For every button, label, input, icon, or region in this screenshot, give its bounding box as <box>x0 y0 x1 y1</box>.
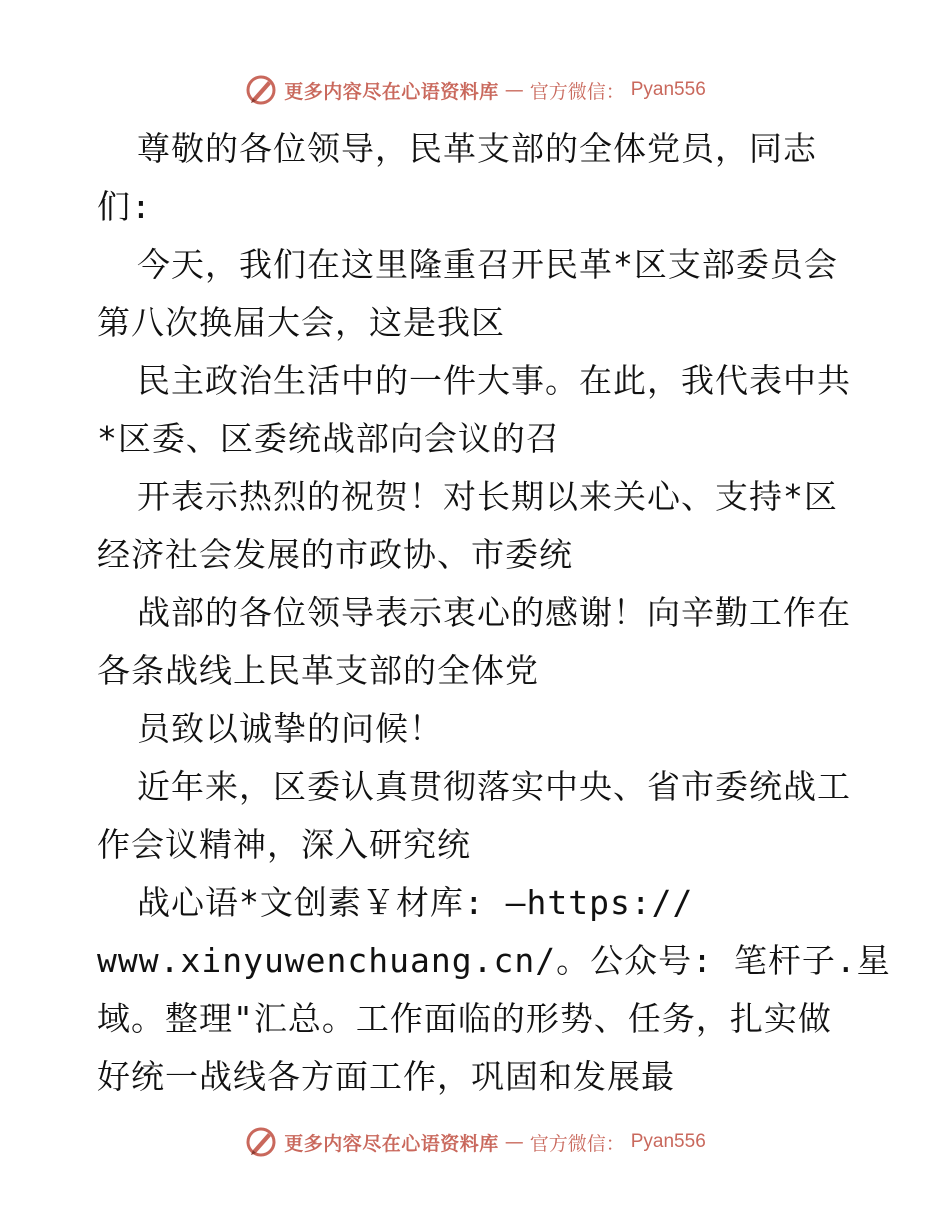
watermark-wechat-id: Pyan556 <box>630 79 706 100</box>
body-line: www.xinyuwenchuang.cn/。公众号: 笔杆子.星 <box>97 941 891 980</box>
body-line: 域。整理"汇总。工作面临的形势、任务，扎实做 <box>97 999 832 1038</box>
watermark-brand-text: 更多内容尽在心语资料库 <box>284 80 499 103</box>
body-line: 作会议精神，深入研究统 <box>97 825 471 864</box>
document-body <box>97 120 891 1106</box>
body-line: 尊敬的各位领导，民革支部的全体党员，同志 <box>137 129 817 168</box>
body-line: 好统一战线各方面工作，巩固和发展最 <box>97 1057 675 1096</box>
watermark-dash: — <box>504 79 524 101</box>
body-line: 今天，我们在这里隆重召开民革*区支部委员会 <box>137 245 838 284</box>
footer-watermark <box>0 1122 950 1162</box>
body-line: 战部的各位领导表示衷心的感谢！向辛勤工作在 <box>137 593 851 632</box>
pen-logo-icon <box>244 1125 278 1159</box>
pen-logo-icon <box>244 73 278 107</box>
watermark-dash: — <box>504 1131 524 1153</box>
body-line: 民主政治生活中的一件大事。在此，我代表中共 <box>137 361 851 400</box>
body-line: 开表示热烈的祝贺！对长期以来关心、支持*区 <box>137 477 838 516</box>
watermark-official-label: 官方微信： <box>529 80 625 103</box>
watermark-official-label: 官方微信： <box>529 1132 625 1155</box>
body-line: 经济社会发展的市政协、市委统 <box>97 535 573 574</box>
body-line: 第八次换届大会，这是我区 <box>97 303 505 342</box>
body-line: 战心语*文创素￥材库: —https:// <box>137 883 694 922</box>
body-line: *区委、区委统战部向会议的召 <box>97 419 560 458</box>
watermark-brand-text: 更多内容尽在心语资料库 <box>284 1132 499 1155</box>
body-line: 各条战线上民革支部的全体党 <box>97 651 539 690</box>
header-watermark <box>0 70 950 110</box>
body-line: 近年来，区委认真贯彻落实中央、省市委统战工 <box>137 767 851 806</box>
watermark-wechat-id: Pyan556 <box>630 1131 706 1152</box>
body-line: 员致以诚挚的问候！ <box>137 709 443 748</box>
body-line: 们: <box>97 187 152 226</box>
